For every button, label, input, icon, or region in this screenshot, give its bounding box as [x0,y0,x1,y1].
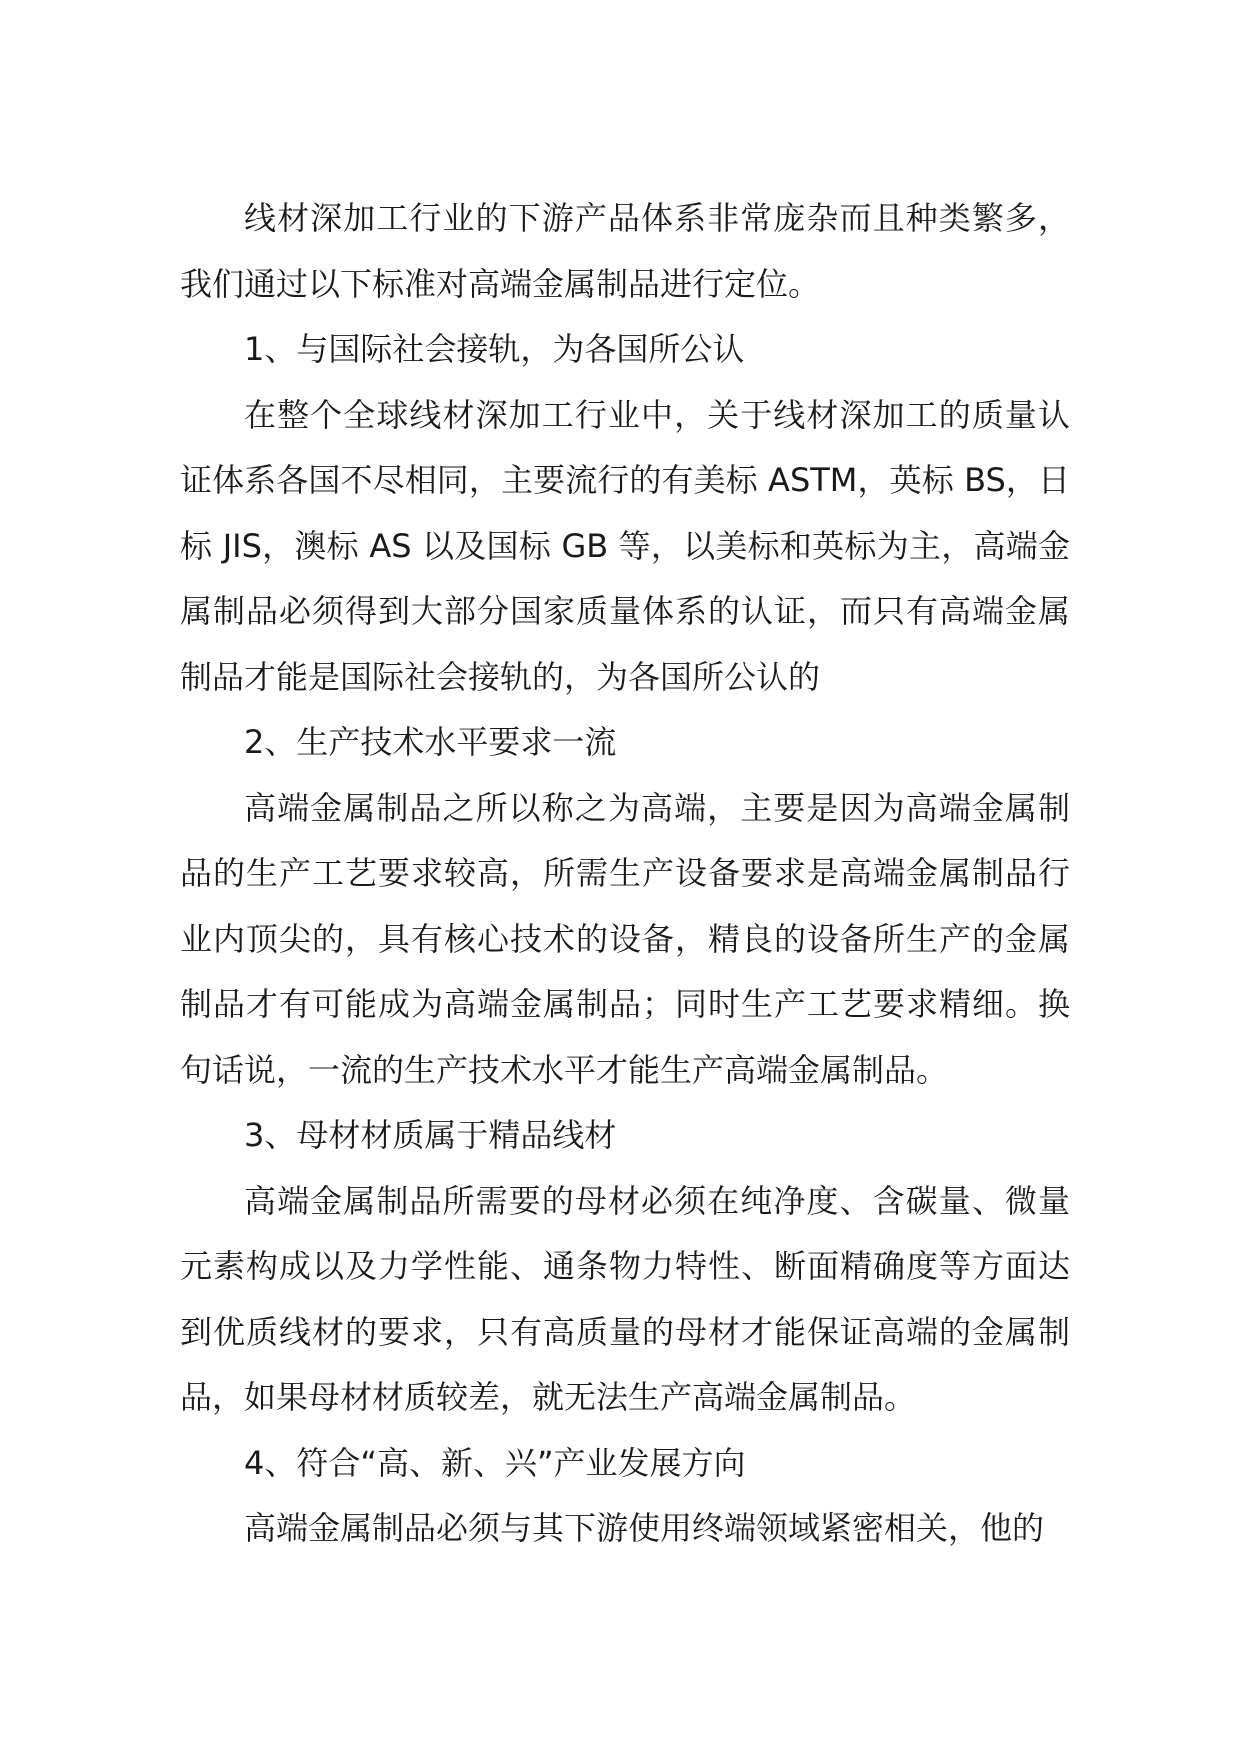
criterion-heading-3: 3、母材材质属于精品线材 [244,1116,617,1154]
criterion-heading-4: 4、符合“高、新、兴”产业发展方向 [244,1443,746,1482]
criterion-body-1: 在整个全球线材深加工行业中，关于线材深加工的质量认证体系各国不尽相同，主要流行的有美标 ASTM，英标 BS，日标 JIS，澳标 AS 以及国标 GB 等，以美标和英标为主，高端金属制品必须得到大部分国家质量体系的认证，而只有高端金属制品才能是国际社会接轨的，为各国所公认的 [180,395,1070,696]
intro-paragraph: 线材深加工行业的下游产品体系非常庞杂而且种类繁多，我们通过以下标准对高端金属制品进行定位。 [180,199,1070,303]
criterion-heading-2: 2、生产技术水平要求一流 [244,723,617,761]
criterion-body-4: 高端金属制品必须与其下游使用终端领域紧密相关，他的 [244,1509,1045,1547]
criterion-body-3: 高端金属制品所需要的母材必须在纯净度、含碳量、微量元素构成以及力学性能、通条物力特性、断面精确度等方面达到优质线材的要求，只有高质量的母材才能保证高端的金属制品，如果母材材质较差，就无法生产高端金属制品。 [180,1181,1070,1416]
criterion-heading-1: 1、与国际社会接轨，为各国所公认 [244,330,745,368]
criterion-body-2: 高端金属制品之所以称之为高端，主要是因为高端金属制品的生产工艺要求较高，所需生产设备要求是高端金属制品行业内顶尖的，具有核心技术的设备，精良的设备所生产的金属制品才有可能成为高端金属制品；同时生产工艺要求精细。换句话说，一流的生产技术水平才能生产高端金属制品。 [180,788,1070,1089]
document-body [180,186,1070,1562]
